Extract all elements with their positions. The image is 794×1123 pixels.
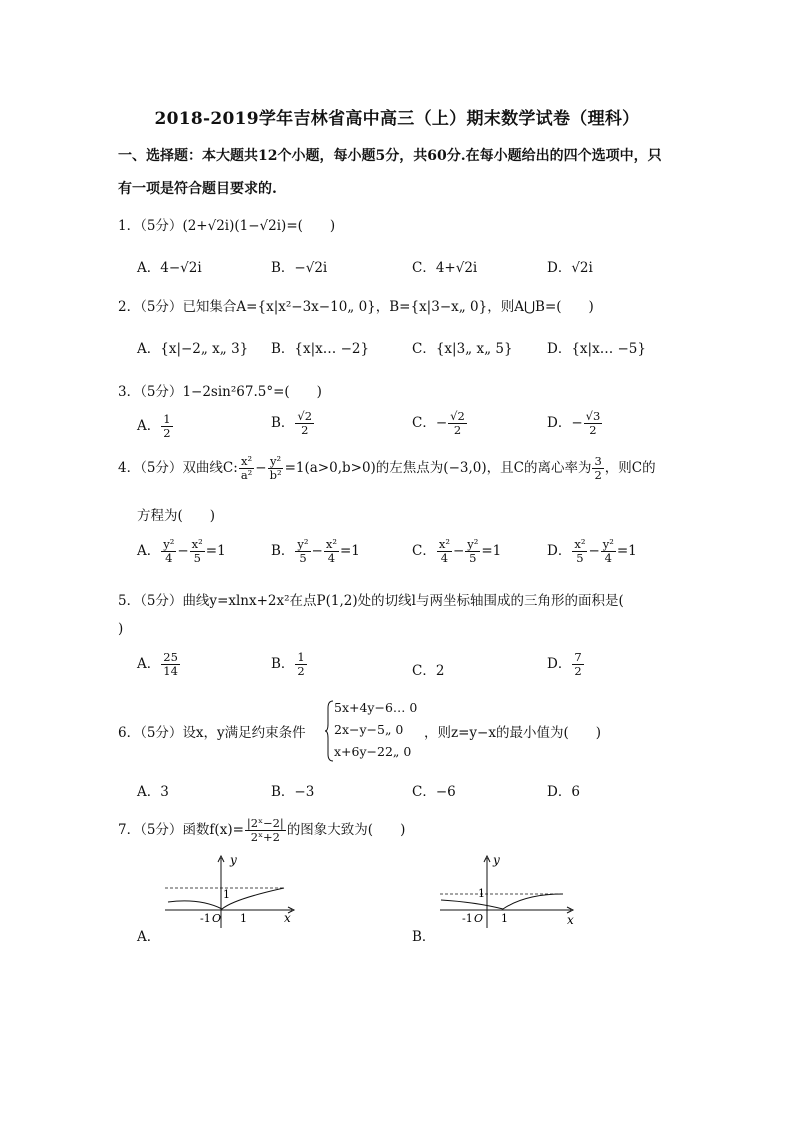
q1-number: 1．（5分） [118,218,183,234]
question-2 [118,295,594,315]
fraction [465,538,480,565]
q4-option-b-label: B． [271,543,295,560]
fraction [324,538,339,565]
one-label: 1 [478,887,485,900]
q5-option-a [137,651,181,678]
fraction [601,538,616,565]
denominator: 2 [297,664,305,679]
numerator: x² [325,537,337,551]
q7-option-b: B． [412,929,436,945]
q4-option-c-label: C． [412,543,436,560]
denominator: 4 [604,551,612,566]
q3-option-a-label: A． [137,418,161,435]
denominator: 4 [440,551,449,566]
numerator: 3 [594,454,602,468]
denominator: a² [240,468,253,483]
x-label: x [284,911,291,925]
one-x-label: 1 [501,912,508,925]
q7-stem-b: 的图象大致为( ) [286,822,406,839]
denominator: 5 [469,551,477,566]
section-heading-line1: 一、选择题：本大题共12个小题，每小题5分，共60分.在每小题给出的四个选项中，只 [118,148,662,164]
q2-option-a: A．{x|−2„ x„ 3} [137,341,249,357]
q3-stem: 1−2sin²67.5°=( ) [182,384,322,400]
numerator: x² [574,537,586,551]
numerator: √2 [297,409,313,423]
numerator: 1 [297,650,305,664]
question-6 [118,721,306,741]
q3-option-a-fraction [161,413,172,440]
q5-option-d-label: D． [547,656,572,673]
q3-option-d-fraction [584,410,603,437]
q7-function-fraction [245,817,286,844]
q7-number: 7．（5分） [118,822,183,839]
question-4: 4．（5分）双曲线C: $\frac{\text{x²}}{\text{a²}}$ − $\frac{\text{y²}}{\text{b²}}$ =1(a>0,b>0)的左焦点为(−3,0)，且C的离心率为 $\frac{3}{2}$ ，则C的 [118,454,656,483]
numerator: y² [602,537,614,551]
numerator: y² [163,537,175,551]
denominator: 5 [576,551,584,566]
q4-stem-a: 双曲线C: [182,460,238,477]
q6-constraint-3: x+6y−22„ 0 [334,744,412,759]
q5-number: 5．（5分） [118,593,183,609]
function-curve [441,894,563,909]
fraction [161,651,180,678]
q4-stem-c: ，则C的 [604,460,656,477]
denominator: 2ˣ+2 [250,830,280,845]
denominator: 2 [574,664,582,679]
q3-number: 3．（5分） [118,384,183,400]
numerator: y² [270,454,282,468]
fraction [572,651,583,678]
q4-option-a: A． $\frac{\text{y²}}{4}$ − $\frac{\text{x²}}{5}$ =1 [137,537,226,566]
denominator: 4 [327,551,336,566]
denominator: 5 [299,551,307,566]
numerator: 25 [163,650,178,664]
q5-option-a-label: A． [137,656,161,673]
numerator: 7 [574,650,582,664]
denominator: 2 [163,426,171,441]
q5-stem: 曲线y=xlnx+2x²在点P(1,2)处的切线l与两坐标轴围成的三角形的面积是( [182,593,624,609]
y-label: y [230,853,237,867]
denominator: 4 [165,551,173,566]
fraction [190,538,205,565]
question-1 [118,214,335,234]
origin-label: O [474,912,484,925]
fraction [572,538,587,565]
q3-option-d-label: D．− [547,415,583,432]
q3-option-b-fraction [295,410,314,437]
q6-constraint-2: 2x−y−5„ 0 [334,722,404,737]
denominator: 5 [193,551,201,566]
q1-option-c: C．4+√2i [412,260,478,276]
q4-hyperbola-term2 [268,455,284,482]
x-label: x [567,913,574,927]
q2-option-b: B．{x|x… −2} [271,341,370,357]
denominator: 14 [163,664,178,679]
y-label: y [493,853,500,867]
denominator: 2 [589,423,597,438]
q6-stem-a: 设x，y满足约束条件 [182,725,306,741]
question-7 [118,817,405,844]
q2-option-c: C．{x|3„ x„ 5} [412,341,513,357]
neg-one-label: -1 [200,912,211,925]
question-5 [118,589,624,609]
q7-stem-a: 函数f(x)= [182,822,244,839]
one-label: 1 [223,888,230,901]
q5-option-d [547,651,585,678]
one-x-label: 1 [240,912,247,925]
q3-option-c [412,410,468,437]
q2-stem: 已知集合A={x|x²−3x−10„ 0}，B={x|3−x„ 0}，则A⋃B=( ) [182,299,594,315]
page-title: 2018-2019学年吉林省高中高三（上）期末数学试卷（理科） [154,109,640,129]
q6-constraint-1: 5x+4y−6… 0 [334,700,418,715]
q6-stem-b: ，则z=y−x的最小值为( ) [424,725,602,741]
numerator: √3 [585,409,601,423]
q4-hyperbola-term1 [239,455,254,482]
q2-option-d: D．{x|x… −5} [547,341,646,357]
q2-number: 2．（5分） [118,299,183,315]
numerator: 1 [163,412,171,426]
q5-option-c: C．2 [412,663,445,679]
fraction [295,651,306,678]
fraction [437,538,452,565]
q1-option-a: A．4−√2i [137,260,202,276]
q4-line2: 方程为( ) [137,508,216,524]
q1-stem: (2+√2i)(1−√2i)=( ) [182,218,336,234]
denominator: 2 [453,423,462,438]
q3-option-c-fraction [448,410,467,437]
numerator: x² [191,537,203,551]
q3-option-a [137,413,174,440]
q3-option-b-label: B． [271,415,295,432]
q4-option-c: C． $\frac{\text{x²}}{4}$ − $\frac{\text{y²}}{5}$ =1 [412,537,502,566]
denominator: 2 [301,423,309,438]
question-3 [118,380,322,400]
section-heading-line2: 有一项是符合题目要求的. [118,181,277,197]
q4-option-a-label: A． [137,543,161,560]
q4-number: 4．（5分） [118,460,183,477]
q5-option-b [271,651,308,678]
q4-option-d-label: D． [547,543,572,560]
numerator: √2 [450,409,465,423]
q6-option-a: A．3 [137,784,169,800]
q7-graph-b [435,850,580,930]
q6-option-b: B．−3 [271,784,315,800]
origin-label: O [212,912,222,925]
q7-graph-a [160,850,300,930]
numerator: |2ˣ−2| [246,816,284,830]
q4-eccentricity [592,455,603,482]
q3-option-b [271,410,315,437]
fraction [295,538,310,565]
q6-option-d: D．6 [547,784,580,800]
q5-line2: ) [118,621,124,637]
q3-option-d [547,410,603,437]
q1-option-b: B．−√2i [271,260,328,276]
q4-option-b: B． $\frac{\text{y²}}{5}$ − $\frac{\text{x²}}{4}$ =1 [271,537,360,566]
numerator: x² [438,537,450,551]
q1-option-d: D．√2i [547,260,593,276]
numerator: y² [297,537,309,551]
q4-option-d: D． $\frac{\text{x²}}{5}$ − $\frac{\text{y²}}{4}$ =1 [547,537,637,566]
q3-option-c-label: C．− [412,415,448,432]
q6-option-c: C．−6 [412,784,456,800]
q6-number: 6．（5分） [118,725,183,741]
q4-stem-b: =1(a>0,b>0)的左焦点为(−3,0)，且C的离心率为 [284,460,592,477]
neg-one-label: -1 [462,912,473,925]
denominator: b² [269,468,282,483]
fraction [161,538,176,565]
numerator: y² [467,537,479,551]
q7-option-a: A． [137,929,161,945]
numerator: x² [241,454,253,468]
denominator: 2 [594,468,602,483]
q5-option-b-label: B． [271,656,295,673]
